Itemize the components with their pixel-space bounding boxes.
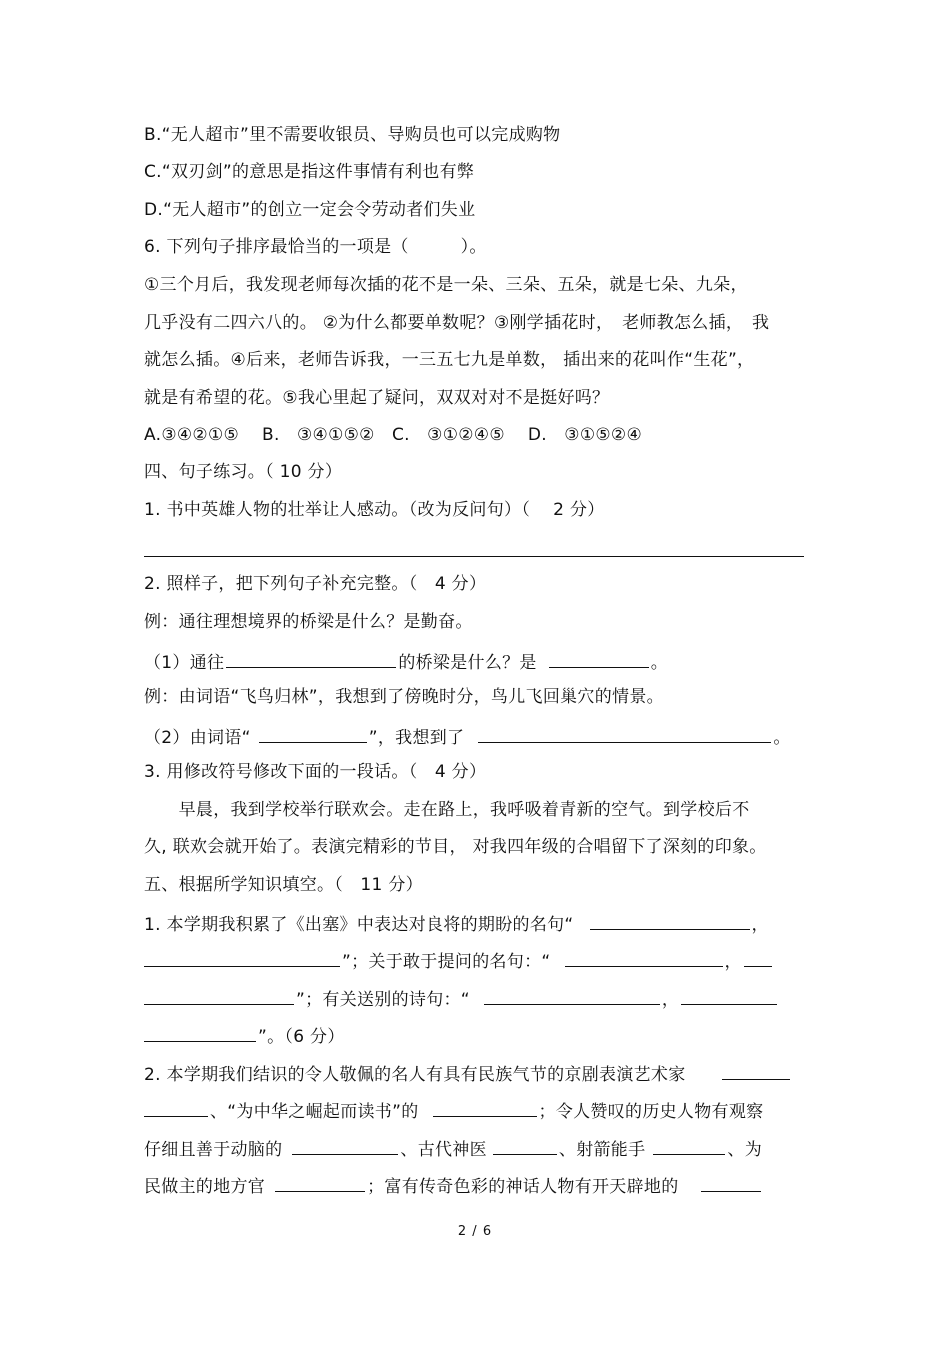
example-1: 例：通往理想境界的桥梁是什么？是勤奋。 bbox=[144, 612, 473, 632]
sec5-q2-text-e: 、古代神医 bbox=[400, 1140, 487, 1160]
blank-field[interactable] bbox=[722, 1061, 790, 1080]
blank-field[interactable] bbox=[744, 948, 772, 967]
q6-line3: 就怎么插。④后来，老师告诉我，一三五七九是单数， 插出来的花叫作“生花”， bbox=[144, 350, 755, 370]
sec5-q1-text-f: ， bbox=[661, 990, 680, 1010]
q6-line2: 几乎没有二四六八的。 ②为什么都要单数呢？③刚学插花时， 老师教怎么插， 我 bbox=[144, 313, 770, 333]
sec5-q2-text-d: 仔细且善于动脑的 bbox=[144, 1140, 283, 1160]
option-c: C.“双刃剑”的意思是指这件事情有利也有弊 bbox=[144, 162, 475, 182]
sec4-q1: 1. 书中英雄人物的壮举让人感动。（改为反问句）（ 2 分） bbox=[144, 500, 605, 520]
sec5-q1-line2 bbox=[144, 948, 774, 973]
blank-field[interactable] bbox=[259, 724, 367, 743]
sec5-q1-text-d: ， bbox=[724, 952, 742, 972]
q6-options: A.③④②①⑤ B. ③④①⑤② C. ③①②④⑤ D. ③①⑤②④ bbox=[144, 425, 642, 445]
section-4-heading: 四、句子练习。（ 10 分） bbox=[144, 462, 343, 482]
blank-field[interactable] bbox=[590, 911, 750, 930]
q6-stem: 6. 下列句子排序最恰当的一项是（ ）。 bbox=[144, 237, 487, 257]
blank-field[interactable] bbox=[478, 724, 771, 743]
blank-field[interactable] bbox=[144, 1098, 208, 1117]
blank-field[interactable] bbox=[484, 986, 660, 1005]
sec5-q2-text-b: 、“为中华之崛起而读书”的 bbox=[210, 1102, 419, 1122]
sec5-q2-text-h: 民做主的地方官 bbox=[144, 1177, 266, 1197]
sec5-q1-line4 bbox=[144, 1023, 345, 1048]
blank-field[interactable] bbox=[701, 1173, 761, 1192]
page-number: 2 / 6 bbox=[457, 1224, 493, 1239]
sentence-1-end: 。 bbox=[650, 653, 669, 673]
sec5-q1-line3 bbox=[144, 986, 779, 1011]
blank-field[interactable] bbox=[493, 1136, 557, 1155]
sec5-q1-line1 bbox=[144, 911, 769, 936]
blank-field[interactable] bbox=[292, 1136, 398, 1155]
sentence-1-prefix: （1）通往 bbox=[144, 653, 225, 673]
sentence-1-middle: 的桥梁是什么？是 bbox=[398, 653, 537, 673]
blank-field[interactable] bbox=[565, 948, 723, 967]
sec5-q2-line4 bbox=[144, 1173, 763, 1198]
blank-field[interactable] bbox=[144, 1023, 256, 1042]
sec4-q2: 2. 照样子，把下列句子补充完整。（ 4 分） bbox=[144, 574, 487, 594]
blank-field[interactable] bbox=[549, 649, 649, 668]
example-2: 例：由词语“飞鸟归林”，我想到了傍晚时分，鸟儿飞回巢穴的情景。 bbox=[144, 687, 664, 707]
sec5-q2-text-c: ；令人赞叹的历史人物有观察 bbox=[538, 1102, 764, 1122]
sec5-q1-text-g: ”。（6 分） bbox=[258, 1027, 345, 1047]
sec5-q2-line2 bbox=[144, 1098, 763, 1123]
sec5-q1-text-a: 1. 本学期我积累了《出塞》中表达对良将的期盼的名句“ bbox=[144, 915, 574, 935]
sec5-q1-text-b: ， bbox=[751, 915, 769, 935]
sec5-q1-text-e: ”；有关送别的诗句：“ bbox=[296, 990, 470, 1010]
sec5-q2-text-i: ；富有传奇色彩的神话人物有开天辟地的 bbox=[367, 1177, 679, 1197]
blank-field[interactable] bbox=[653, 1136, 725, 1155]
q6-line1: ①三个月后，我发现老师每次插的花不是一朵、三朵、五朵，就是七朵、九朵， bbox=[144, 275, 748, 295]
sentence-2 bbox=[144, 724, 791, 749]
option-b: B.“无人超市”里不需要收银员、导购员也可以完成购物 bbox=[144, 125, 561, 145]
paragraph-line1: 早晨，我到学校举行联欢会。走在路上，我呼吸着青新的空气。到学校后不 bbox=[144, 800, 750, 820]
blank-field[interactable] bbox=[226, 649, 396, 668]
sentence-1 bbox=[144, 649, 668, 674]
blank-field[interactable] bbox=[144, 986, 294, 1005]
blank-field[interactable] bbox=[275, 1173, 365, 1192]
sec5-q2-text-g: 、为 bbox=[727, 1140, 763, 1160]
blank-field[interactable] bbox=[144, 948, 340, 967]
sentence-2-end: 。 bbox=[773, 728, 791, 748]
paragraph-line2: 久, 联欢会就开始了。表演完精彩的节目， 对我四年级的合唱留下了深刻的印象。 bbox=[144, 837, 767, 857]
sec5-q2-line1 bbox=[144, 1061, 792, 1086]
option-d: D.“无人超市”的创立一定会令劳动者们失业 bbox=[144, 200, 476, 220]
section-5-heading: 五、根据所学知识填空。（ 11 分） bbox=[144, 875, 423, 895]
sentence-2-prefix: （2）由词语“ bbox=[144, 728, 251, 748]
answer-line[interactable] bbox=[144, 556, 804, 557]
blank-field[interactable] bbox=[433, 1098, 537, 1117]
sec4-q3: 3. 用修改符号修改下面的一段话。（ 4 分） bbox=[144, 762, 487, 782]
q6-line4: 就是有希望的花。⑤我心里起了疑问，双双对对不是挺好吗？ bbox=[144, 388, 610, 408]
sec5-q1-text-c: ”；关于敢于提问的名句：“ bbox=[342, 952, 551, 972]
sec5-q2-text-f: 、射箭能手 bbox=[558, 1140, 646, 1160]
sentence-2-middle: ”，我想到了 bbox=[368, 728, 465, 748]
sec5-q2-line3 bbox=[144, 1136, 762, 1161]
blank-field[interactable] bbox=[681, 986, 777, 1005]
sec5-q2-text-a: 2. 本学期我们结识的令人敬佩的名人有具有民族气节的京剧表演艺术家 bbox=[144, 1065, 686, 1085]
